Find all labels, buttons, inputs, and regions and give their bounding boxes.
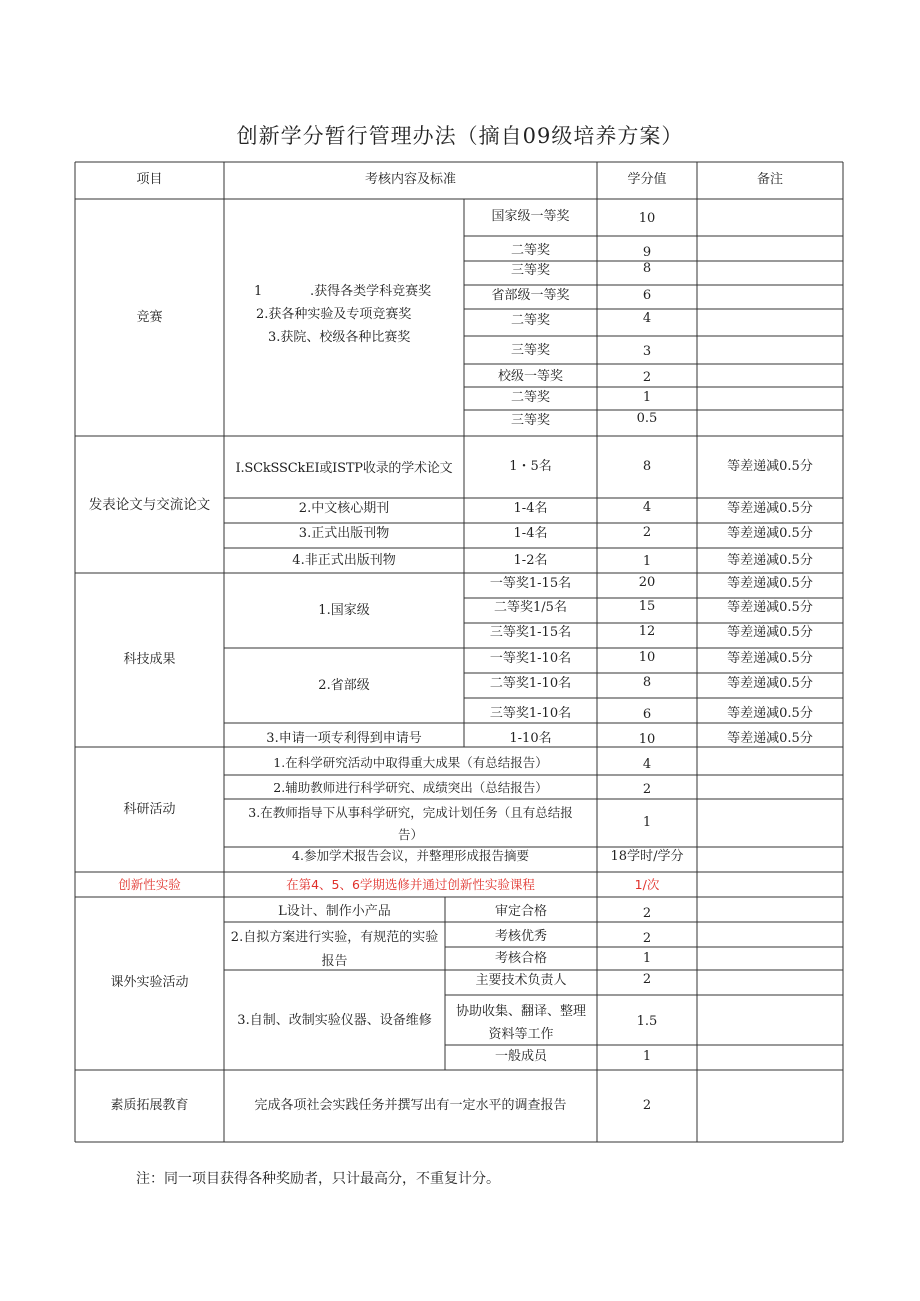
competition-value: 9 — [642, 245, 652, 260]
research-value-4: 18学时/学分 — [610, 849, 684, 864]
research-value-3: 1 — [642, 815, 652, 830]
paper-content: 4.非正式出版刊物 — [292, 553, 396, 568]
competition-level: 省部级一等奖 — [491, 288, 570, 303]
page-title: 创新学分暂行管理办法（摘自09级培养方案） — [236, 124, 684, 148]
paper-value: 4 — [642, 500, 652, 515]
paper-content: I.SCkSSCkEI或ISTP收录的学术论文 — [235, 461, 453, 476]
tech-patent: 3.申请一项专利得到申请号 — [266, 731, 422, 746]
competition-level: 三等奖 — [510, 343, 550, 358]
section-label-quality: 素质拓展教育 — [110, 1098, 189, 1113]
extra-grade-continued: 资料等工作 — [488, 1027, 554, 1042]
competition-level: 校级一等奖 — [497, 369, 563, 384]
research-item-3-continued: 告） — [397, 827, 423, 842]
competition-level: 三等奖 — [510, 413, 550, 428]
research-item-1: 1.在科学研究活动中取得重大成果（有总结报告） — [273, 755, 548, 770]
extra-value: 2 — [642, 931, 652, 946]
competition-item-3: 3.获院、校级各种比赛奖 — [268, 330, 411, 345]
tech-remark: 等差递减0.5分 — [727, 706, 813, 721]
competition-value: 3 — [642, 344, 652, 359]
tech-remark: 等差递减0.5分 — [727, 625, 813, 640]
tech-rank: 1-10名 — [509, 731, 552, 746]
tech-remark: 等差递减0.5分 — [727, 600, 813, 615]
tech-rank: 三等奖1-15名 — [489, 625, 572, 640]
extra-item-1: L设计、制作小产品 — [278, 904, 391, 919]
tech-value: 20 — [638, 575, 656, 590]
extra-grade: 考核合格 — [494, 951, 547, 966]
competition-item-2: 2.获各种实验及专项竞赛奖 — [256, 307, 412, 322]
extra-item-3: 3.自制、改制实验仪器、设备维修 — [237, 1013, 432, 1028]
extra-grade: 审定合格 — [494, 904, 547, 919]
paper-rank: 1-4名 — [513, 526, 548, 541]
innovation-value: 1/次 — [634, 877, 660, 892]
extra-grade: 考核优秀 — [494, 929, 547, 944]
extra-item-2-continued: 报告 — [321, 954, 348, 969]
extra-value: 1 — [642, 951, 652, 966]
tech-value: 10 — [638, 732, 656, 747]
section-label-papers: 发表论文与交流论文 — [88, 497, 211, 513]
header-item: 项目 — [136, 172, 163, 187]
tech-national: 1.国家级 — [318, 603, 370, 618]
extra-grade: 协助收集、翻译、整理 — [455, 1004, 586, 1019]
footnote: 注：同一项目获得各种奖励者，只计最高分，不重复计分。 — [136, 1171, 500, 1187]
paper-remark: 等差递减0.5分 — [727, 553, 813, 568]
competition-value: 8 — [642, 261, 652, 276]
competition-level: 二等奖 — [510, 390, 550, 405]
competition-value: 0.5 — [636, 411, 658, 426]
paper-rank: 1・5名 — [509, 459, 552, 474]
tech-remark: 等差递减0.5分 — [727, 651, 813, 666]
tech-value: 6 — [642, 707, 652, 722]
tech-rank: 二等奖1-10名 — [489, 676, 572, 691]
header-remark: 备注 — [756, 172, 783, 187]
tech-remark: 等差递减0.5分 — [727, 676, 813, 691]
header-credit: 学分值 — [627, 172, 667, 187]
research-value-2: 2 — [642, 782, 652, 797]
extra-value: 2 — [642, 906, 652, 921]
paper-remark: 等差递减0.5分 — [727, 501, 813, 516]
paper-remark: 等差递减0.5分 — [727, 526, 813, 541]
competition-value: 4 — [642, 311, 652, 326]
competition-item-number: 1 — [254, 284, 263, 299]
research-value-1: 4 — [642, 757, 652, 772]
section-label-innovation: 创新性实验 — [118, 877, 181, 892]
tech-value: 15 — [638, 599, 656, 614]
tech-remark: 等差递减0.5分 — [727, 576, 813, 591]
competition-level: 国家级一等奖 — [491, 209, 570, 224]
tech-rank: 三等奖1-10名 — [489, 706, 572, 721]
section-label-extracurricular: 课外实验活动 — [110, 975, 189, 990]
extra-value: 1 — [642, 1049, 652, 1064]
competition-value: 2 — [642, 370, 652, 385]
extra-grade: 一般成员 — [494, 1049, 547, 1064]
competition-level: 二等奖 — [510, 313, 550, 328]
tech-remark: 等差递减0.5分 — [727, 731, 813, 746]
paper-value: 2 — [642, 525, 652, 540]
competition-value: 10 — [638, 211, 656, 226]
innovation-content: 在第4、5、6学期选修并通过创新性实验课程 — [286, 877, 535, 892]
section-label-research: 科研活动 — [123, 802, 176, 817]
research-item-2: 2.辅助教师进行科学研究、成绩突出（总结报告） — [273, 780, 548, 795]
header-content: 考核内容及标准 — [364, 172, 456, 187]
research-item-3: 3.在教师指导下从事科学研究，完成计划任务（且有总结报 — [248, 805, 573, 820]
quality-value: 2 — [642, 1098, 652, 1113]
tech-rank: 一等奖1-10名 — [489, 651, 572, 666]
extra-item-2: 2.自拟方案进行实验，有规范的实验 — [230, 930, 439, 945]
paper-rank: 1-2名 — [513, 553, 548, 568]
competition-level: 二等奖 — [510, 243, 550, 258]
paper-content: 3.正式出版刊物 — [298, 526, 390, 541]
paper-rank: 1-4名 — [513, 501, 548, 516]
extra-value: 1.5 — [636, 1014, 658, 1029]
competition-item-1: .获得各类学科竞赛奖 — [310, 284, 432, 299]
tech-rank: 二等奖1/5名 — [494, 600, 567, 615]
competition-value: 1 — [642, 390, 652, 405]
extra-grade: 主要技术负责人 — [475, 973, 567, 988]
section-label-competition: 竞赛 — [136, 310, 163, 325]
tech-value: 10 — [638, 650, 656, 665]
competition-value: 6 — [642, 288, 652, 303]
tech-value: 12 — [638, 624, 656, 639]
tech-provincial: 2.省部级 — [318, 678, 370, 693]
tech-rank: 一等奖1-15名 — [489, 576, 572, 591]
research-item-4: 4.参加学术报告会议，并整理形成报告摘要 — [292, 848, 529, 863]
paper-value: 8 — [642, 459, 652, 474]
paper-content: 2.中文核心期刊 — [298, 501, 390, 516]
competition-level: 三等奖 — [510, 263, 550, 278]
paper-remark: 等差递减0.5分 — [727, 459, 813, 474]
tech-value: 8 — [642, 675, 652, 690]
extra-value: 2 — [642, 972, 652, 987]
paper-value: 1 — [642, 554, 652, 569]
quality-content: 完成各项社会实践任务并撰写出有一定水平的调查报告 — [254, 1098, 567, 1113]
section-label-tech: 科技成果 — [123, 652, 176, 667]
